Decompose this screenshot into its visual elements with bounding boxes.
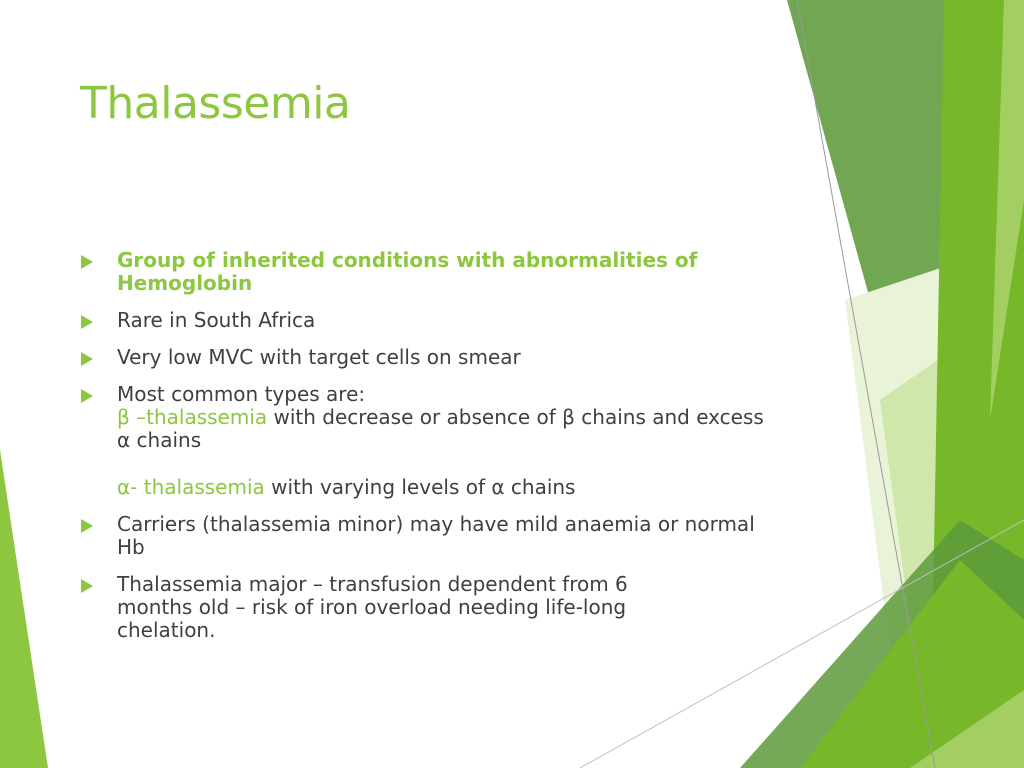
bullet-item xyxy=(78,309,768,332)
bullet-text: Rare in South Africa xyxy=(117,308,316,332)
bullet-item xyxy=(78,513,768,559)
bullet-text: Carriers (thalassemia minor) may have mild anaemia or normal Hb xyxy=(117,512,755,559)
bullet-text: Thalassemia major – transfusion dependent from 6 months old – risk of iron overload needing life-long chelation. xyxy=(117,572,628,642)
spacer xyxy=(117,452,768,476)
bullet-list xyxy=(78,249,768,656)
bullet-text: Very low MVC with target cells on smear xyxy=(117,345,521,369)
bullet-arrow-icon xyxy=(81,352,93,366)
decor-left-sliver xyxy=(0,450,48,768)
bullet-item xyxy=(78,383,768,499)
beta-thalassemia-line xyxy=(117,406,768,452)
beta-thalassemia-term: β –thalassemia xyxy=(117,405,268,429)
beta-thalassemia-desc: with decrease or absence of β chains and excess α chains xyxy=(117,405,764,452)
alpha-thalassemia-line xyxy=(117,476,768,499)
alpha-thalassemia-desc: with varying levels of α chains xyxy=(264,475,576,499)
bullet-arrow-icon xyxy=(81,579,93,593)
bullet-text: Most common types are: xyxy=(117,382,366,406)
bullet-item xyxy=(78,573,677,642)
bullet-item xyxy=(78,249,768,295)
bullet-text: Group of inherited conditions with abnormalities of Hemoglobin xyxy=(117,248,698,295)
bullet-arrow-icon xyxy=(81,255,93,269)
slide-title: Thalassemia xyxy=(80,78,351,129)
bullet-arrow-icon xyxy=(81,389,93,403)
bullet-arrow-icon xyxy=(81,315,93,329)
alpha-thalassemia-term: α- thalassemia xyxy=(117,475,265,499)
bullet-arrow-icon xyxy=(81,519,93,533)
bullet-item xyxy=(78,346,768,369)
